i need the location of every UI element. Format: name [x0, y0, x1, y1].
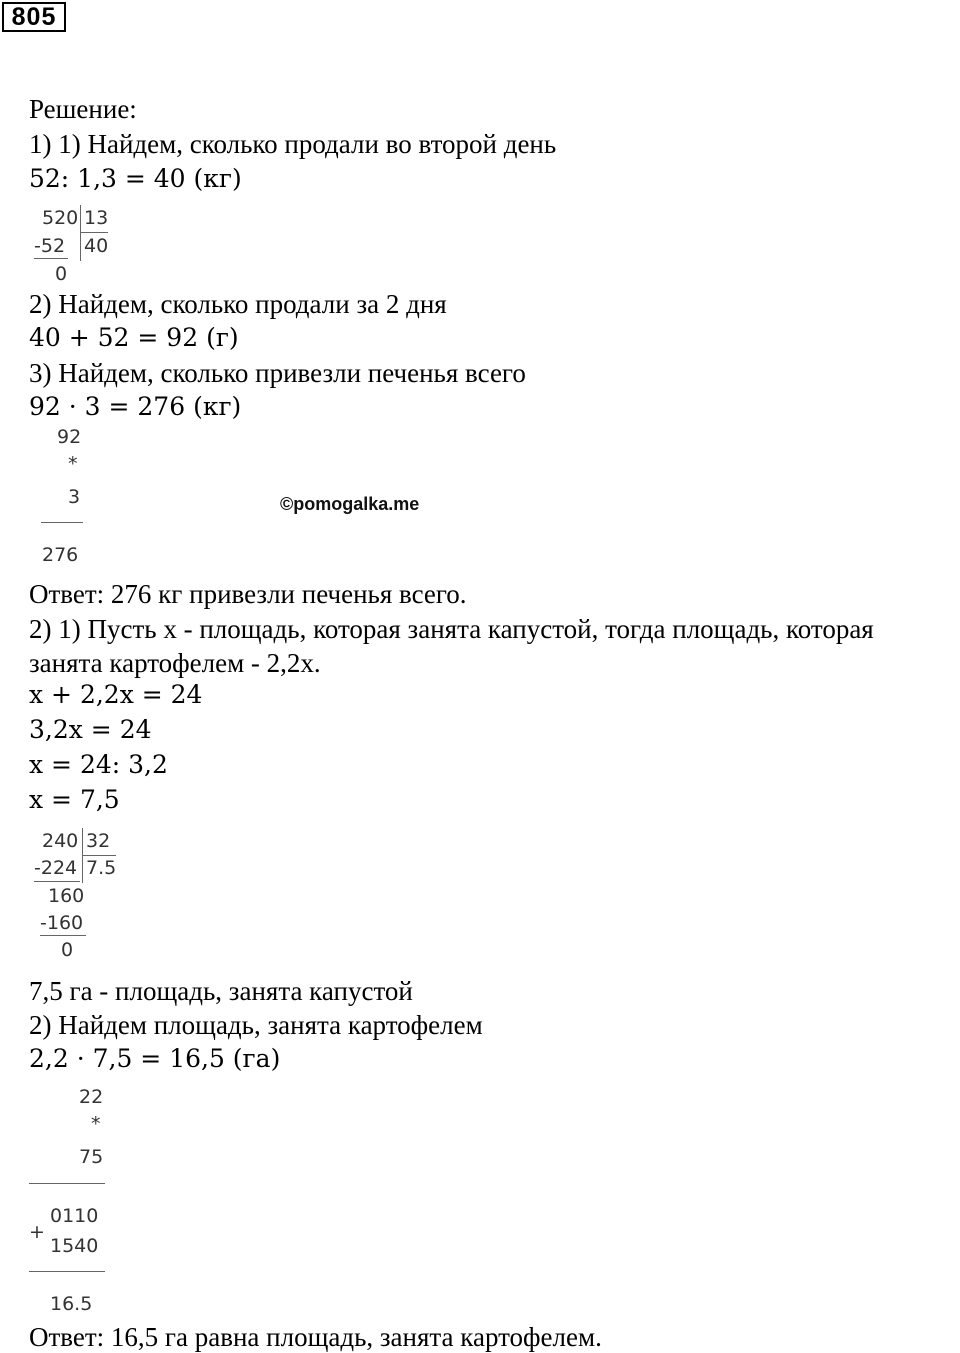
problem-number: 805: [2, 2, 66, 32]
subtraction-line: [40, 935, 86, 936]
calc-factor: 22: [79, 1086, 104, 1108]
result-line: [29, 1271, 105, 1272]
calc-dividend: 240: [42, 830, 79, 852]
subtraction-line: [34, 881, 80, 882]
division-bar: [80, 205, 81, 261]
calc-partial: 1540: [50, 1235, 99, 1257]
calc-divisor: 32: [86, 830, 111, 852]
calc-result: 276: [42, 544, 79, 566]
answer-text: Ответ: 276 кг привезли печенья всего.: [29, 579, 467, 609]
step-text: 1) 1) Найдем, сколько продали во второй день: [29, 129, 557, 159]
result-text: 7,5 га - площадь, занята капустой: [29, 976, 413, 1006]
equation: 40 + 52 = 92 (г): [29, 323, 239, 352]
step-text: 2) 1) Пусть x - площадь, которая занята капустой, тогда площадь, которая: [29, 614, 874, 644]
result-line: [41, 522, 83, 523]
division-line: [82, 855, 116, 856]
calc-partial: 0110: [50, 1205, 99, 1227]
equation: x = 24: 3,2: [29, 750, 168, 779]
answer-text: Ответ: 16,5 га равна площадь, занята картофелем.: [29, 1322, 602, 1352]
solution-heading: Решение:: [29, 94, 137, 124]
calc-dividend: 520: [42, 207, 79, 229]
step-text: 3) Найдем, сколько привезли печенья всего: [29, 358, 526, 388]
subtraction-line: [34, 258, 68, 259]
equation: x + 2,2x = 24: [29, 680, 203, 709]
calc-subtrahend: -160: [40, 912, 84, 934]
equation: 2,2 · 7,5 = 16,5 (га): [29, 1044, 281, 1073]
calc-intermediate: 160: [48, 885, 85, 907]
calc-operator: *: [68, 453, 78, 475]
equation: 92 · 3 = 276 (кг): [29, 392, 242, 421]
calc-remainder: 0: [61, 939, 74, 961]
step-text: 2) Найдем, сколько продали за 2 дня: [29, 289, 447, 319]
step-text: 2) Найдем площадь, занята картофелем: [29, 1010, 483, 1040]
calc-quotient: 7.5: [86, 857, 117, 879]
calc-factor: 3: [68, 486, 81, 508]
calc-plus: +: [29, 1221, 45, 1243]
calc-result: 16.5: [50, 1293, 93, 1315]
watermark: ©pomogalka.me: [280, 494, 420, 514]
calc-factor: 75: [79, 1146, 104, 1168]
calc-factor: 92: [57, 426, 82, 448]
calc-divisor: 13: [84, 207, 109, 229]
division-line: [80, 232, 108, 233]
equation: x = 7,5: [29, 785, 120, 814]
calc-subtrahend: -224: [34, 857, 78, 879]
calc-remainder: 0: [55, 263, 68, 285]
calc-quotient: 40: [84, 235, 109, 257]
calc-subtrahend: -52: [34, 235, 66, 257]
equation: 3,2x = 24: [29, 715, 152, 744]
result-line: [29, 1183, 105, 1184]
step-text: занята картофелем - 2,2x.: [29, 648, 321, 678]
calc-operator: *: [91, 1113, 101, 1135]
equation: 52: 1,3 = 40 (кг): [29, 164, 242, 193]
